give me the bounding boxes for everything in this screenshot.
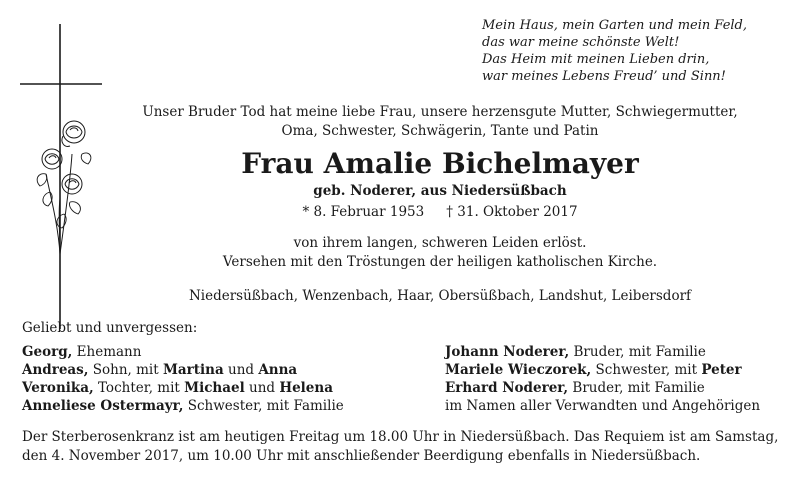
mourner-entry: im Namen aller Verwandten und Angehörigen <box>445 398 761 414</box>
intro-line: Oma, Schwester, Schwägerin, Tante und Patin <box>281 123 599 139</box>
mourners-title: Geliebt und unvergessen: <box>22 320 198 336</box>
death-date: † 31. Oktober 2017 <box>446 204 578 220</box>
life-dates <box>130 203 750 222</box>
notice-line: den 4. November 2017, um 10.00 Uhr mit anschließender Beerdigung ebenfalls in Niedersüßbach. <box>22 448 701 464</box>
birth-date: * 8. Februar 1953 <box>302 204 425 220</box>
mourner-entry: Andreas, Sohn, mit Martina und Anna <box>22 362 298 378</box>
intro-text <box>130 103 750 141</box>
mourner-entry: Johann Noderer, Bruder, mit Familie <box>445 344 706 360</box>
cross-with-roses-icon <box>20 24 110 329</box>
passing-line: von ihrem langen, schweren Leiden erlöst. <box>293 235 587 251</box>
mourners-right-column <box>445 343 780 415</box>
service-notice <box>22 428 782 466</box>
poem-line: das war meine schönste Welt! <box>482 35 680 50</box>
poem-line: war meines Lebens Freud’ und Sinn! <box>482 69 726 84</box>
mourners-left-column <box>22 343 432 415</box>
poem <box>482 17 782 85</box>
poem-line: Das Heim mit meinen Lieben drin, <box>482 52 710 67</box>
places-line: Niedersüßbach, Wenzenbach, Haar, Obersüßbach, Landshut, Leibersdorf <box>188 288 692 304</box>
mourner-entry: Mariele Wieczorek, Schwester, mit Peter <box>445 362 742 378</box>
mourner-entry: Anneliese Ostermayr, Schwester, mit Familie <box>22 398 344 414</box>
mourner-entry: Erhard Noderer, Bruder, mit Familie <box>445 380 705 396</box>
passing-text <box>130 234 750 272</box>
mourner-entry: Georg, Ehemann <box>22 344 142 360</box>
intro-line: Unser Bruder Tod hat meine liebe Frau, unsere herzensgute Mutter, Schwiegermutter, <box>142 104 738 120</box>
passing-line: Versehen mit den Tröstungen der heiligen katholischen Kirche. <box>222 254 658 270</box>
poem-line: Mein Haus, mein Garten und mein Feld, <box>482 18 748 33</box>
notice-line: Der Sterberosenkranz ist am heutigen Freitag um 18.00 Uhr in Niedersüßbach. Das Requiem ist am Samstag, <box>22 429 779 445</box>
deceased-name: Frau Amalie Bichelmayer <box>241 147 639 180</box>
birth-name: geb. Noderer, aus Niedersüßbach <box>313 183 567 199</box>
mourner-entry: Veronika, Tochter, mit Michael und Helena <box>22 380 333 396</box>
